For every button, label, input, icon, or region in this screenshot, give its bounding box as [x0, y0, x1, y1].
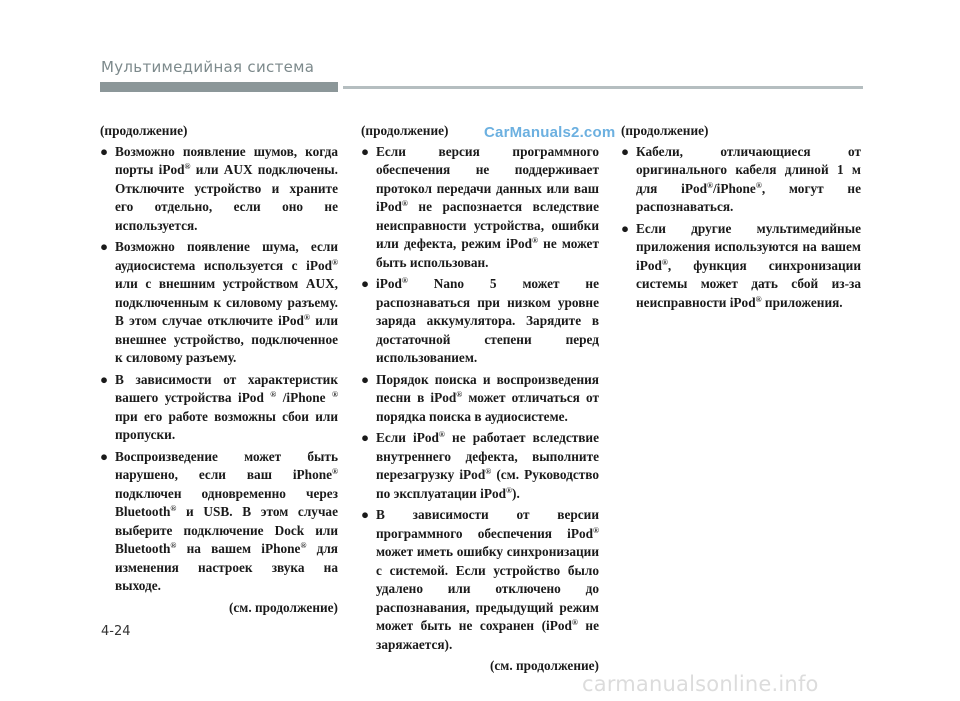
see-continued-label: (см. продолжение)	[489, 658, 599, 673]
text-column-1	[100, 122, 338, 617]
bullet-icon: ●	[100, 143, 109, 159]
watermark-link[interactable]: CarManuals2.com	[484, 124, 616, 141]
text-column-2	[361, 122, 599, 676]
header-rule-light	[343, 86, 863, 89]
continued-label: (продолжение)	[361, 123, 449, 138]
list-item: ● Возможно появление шумов, когда порты iPod® или AUX подключены. Отключите устройство и храните его отдельно, если оно не используется.	[100, 143, 338, 233]
list-item: ● Если другие мультимедийные приложения используются на вашем iPod®, функция синхронизации системы может дать сбой из-за неисправности iPod® приложения.	[621, 220, 861, 310]
list-item: ● В зависимости от версии программного обеспечения iPod® может иметь ошибку синхронизации с системой. Если устройство было удалено или отключено до распознавания, предыдущий режим может быть не сохранен (iPod® не заряжается).	[361, 507, 599, 652]
header-rule-dark	[100, 82, 338, 92]
section-title: Мультимедийная система	[101, 58, 315, 76]
list-item: ● Порядок поиска и воспроизведения песни в iPod® может отличаться от порядка поиска в аудиосистеме.	[361, 371, 600, 424]
footer-site-watermark: carmanualsonline.info	[582, 672, 819, 696]
bullet-icon: ●	[361, 430, 370, 445]
bullet-icon: ●	[361, 507, 370, 522]
list-item: ● Если версия программного обеспечения не поддерживает протокол передачи данных или ваш iPod® не распознается вследствие неисправности устройства, ошибки или дефекта, режим iPod® не может быть использован.	[361, 143, 599, 270]
bullet-icon: ●	[361, 143, 370, 159]
bullet-icon: ●	[361, 276, 370, 291]
bullet-icon: ●	[361, 371, 370, 387]
page-number: 4-24	[101, 624, 131, 639]
bullet-icon: ●	[100, 448, 109, 464]
text-column-3	[621, 122, 861, 315]
list-item: ● iPod® Nano 5 может не распознаваться при низком уровне заряда аккумулятора. Зарядите в достаточной степени перед использованием.	[361, 276, 599, 365]
list-item: ● В зависимости от характеристик вашего устройства iPod ® /iPhone ® при его работе возможны сбои или пропуски.	[100, 371, 338, 442]
list-item: ● Возможно появление шума, если аудиосистема используется с iPod® или с внешним устройством AUX, подключенным к силовому разъему. В этом случае отключите iPod® или внешнее устройство, подключенное к силовому разъему.	[100, 239, 339, 365]
list-item: ● Если iPod® не работает вследствие внутреннего дефекта, выполните перезагрузку iPod® (см. Руководство по эксплуатации iPod®).	[361, 430, 599, 501]
continued-label: (продолжение)	[100, 123, 188, 138]
list-item: ● Кабели, отличающиеся от оригинального кабеля длиной 1 м для iPod®/iPhone®, могут не распознаваться.	[621, 143, 861, 214]
continued-label: (продолжение)	[621, 123, 709, 138]
bullet-icon: ●	[100, 239, 109, 254]
bullet-icon: ●	[621, 220, 630, 236]
list-item: ● Воспроизведение может быть нарушено, если ваш iPhone® подключен одновременно через Bluetooth® и USB. В этом случае выберите подключение Dock или Bluetooth® на вашем iPhone® для изменения настроек звука на выходе.	[100, 448, 338, 593]
bullet-icon: ●	[621, 143, 630, 159]
see-continued-label: (см. продолжение)	[228, 599, 338, 615]
bullet-icon: ●	[100, 371, 109, 387]
